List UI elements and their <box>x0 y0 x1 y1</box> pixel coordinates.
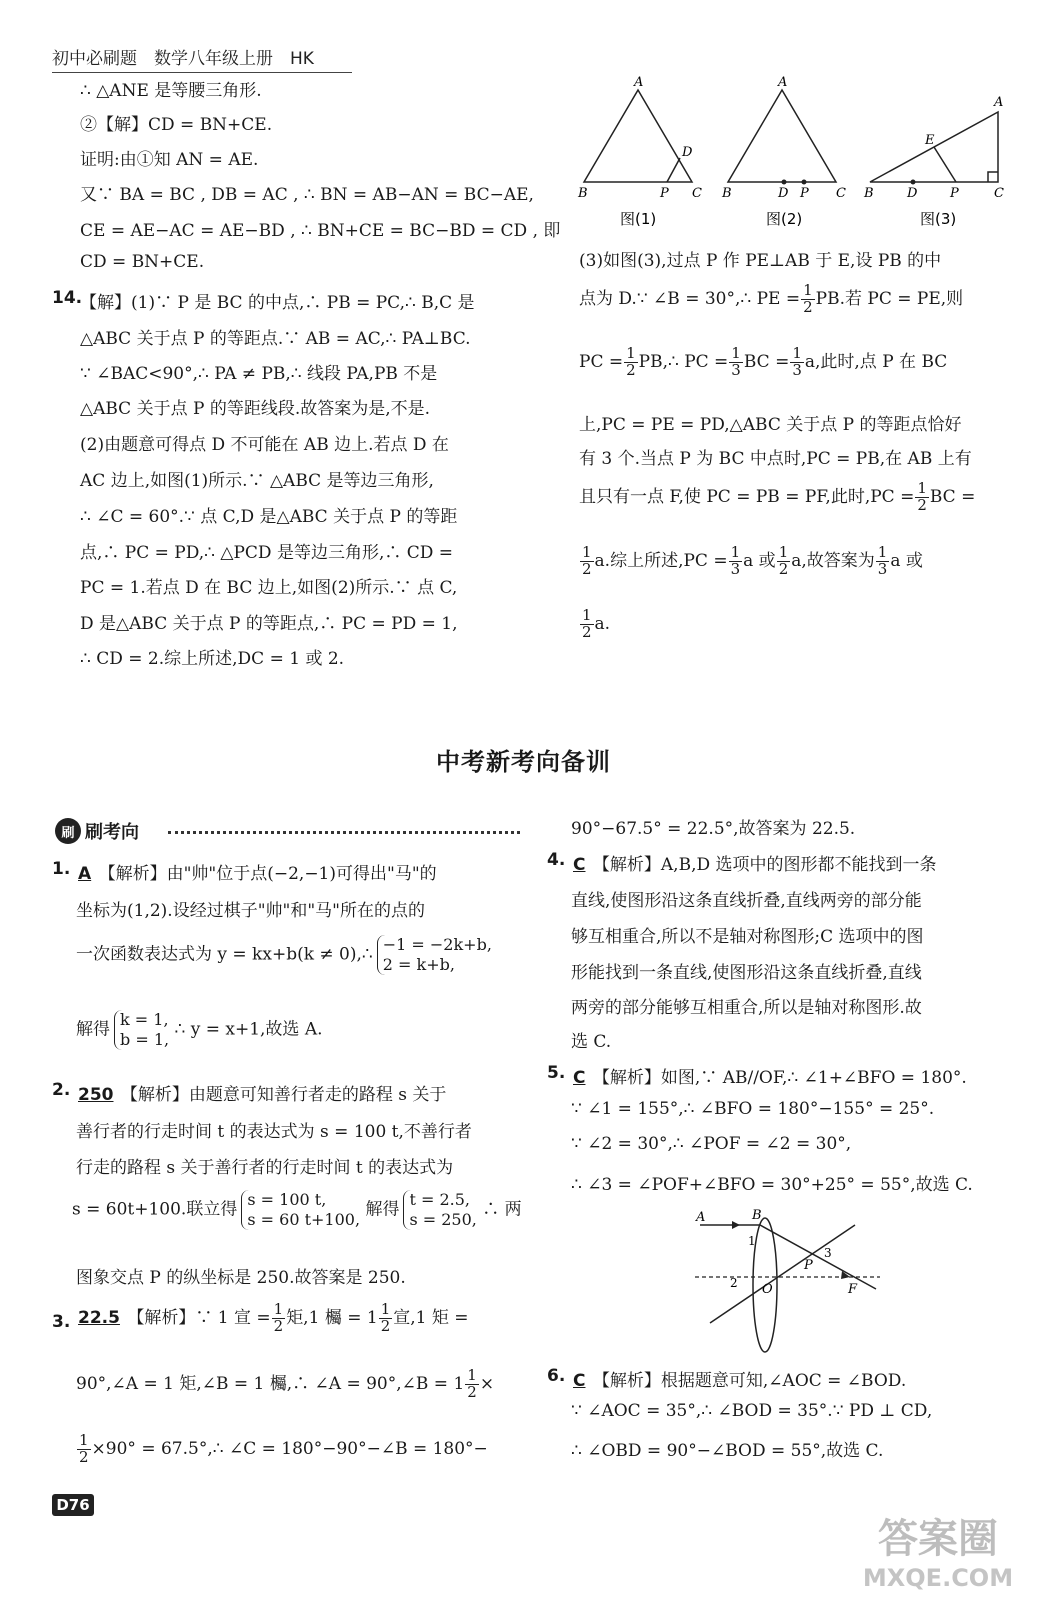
text-line: ∵ ∠BAC<90°,∴ PA ≠ PB,∴ 线段 PA,PB 不是 <box>80 364 438 384</box>
text-line <box>76 1080 446 1105</box>
text-line <box>76 1433 488 1466</box>
equation-system <box>403 1190 476 1230</box>
numerator: 1 <box>731 344 741 362</box>
text-line: ∴ CD = 2.综上所述,DC = 1 或 2. <box>80 649 345 669</box>
text-span: 【解析】如图,∵ AB//OF,∴ ∠1+∠BFO = 180°. <box>592 1068 967 1088</box>
denominator: 2 <box>778 559 789 578</box>
text-span: 且只有一点 F,使 PC = PB = PF,此时,PC = <box>579 486 915 507</box>
denominator: 3 <box>792 360 802 379</box>
text-line: (2)由题意可得点 D 不可能在 AB 边上.若点 D 在 <box>80 435 449 455</box>
fraction-one-half <box>77 1433 91 1466</box>
text-line: 【解】(1)∵ P 是 BC 的中点,∴ PB = PC,∴ B,C 是 <box>80 293 475 313</box>
triangle-figures <box>570 70 1010 240</box>
numerator: 1 <box>467 1366 477 1384</box>
denominator: 2 <box>273 1316 284 1335</box>
fraction-one-half <box>580 608 594 641</box>
fraction-one-third <box>729 545 743 578</box>
figure-2 <box>728 90 836 182</box>
equation: s = 60 t+100, <box>247 1210 361 1229</box>
denominator: 2 <box>467 1382 477 1401</box>
fig1-label-d: D <box>682 145 693 160</box>
fig3-right-angle <box>988 172 998 182</box>
equation: s = 250, <box>409 1210 477 1229</box>
arrow-icon <box>732 1221 740 1229</box>
lens-figure <box>690 1205 890 1355</box>
text-span: 一次函数表达式为 y = kx+b(k ≠ 0),∴ <box>76 944 373 965</box>
fig3-label-b: B <box>864 186 874 201</box>
equation-system <box>241 1190 360 1230</box>
fig1-segment-pd <box>667 158 680 182</box>
answer: C <box>573 1371 586 1391</box>
fig2-triangle <box>728 90 836 182</box>
answer: 250 <box>78 1085 114 1105</box>
text-span: ∴ 两 <box>482 1199 522 1220</box>
text-span: 宣,1 矩 = <box>393 1307 469 1328</box>
text-line: 上,PC = PE = PD,△ABC 关于点 P 的等距点恰好 <box>579 415 962 435</box>
text-line: 行走的路程 s 关于善行者的行走时间 t 的表达式为 <box>76 1158 454 1178</box>
fig2-caption: 图(2) <box>766 210 803 228</box>
fig2-point-p <box>802 180 807 185</box>
text-line: 够互相重合,所以不是轴对称图形;C 选项中的图 <box>571 927 924 947</box>
equation-system <box>377 935 492 975</box>
fig3-label-a: A <box>994 95 1004 110</box>
denominator: 2 <box>380 1316 391 1335</box>
fig3-caption: 图(3) <box>920 210 957 228</box>
text-line <box>571 1366 906 1391</box>
text-span: ×90° = 67.5°,∴ ∠C = 180°−90°−∠B = 180°− <box>91 1438 488 1459</box>
brush-icon: 刷 <box>55 818 81 844</box>
text-span: 【解析】根据题意可知,∠AOC = ∠BOD. <box>592 1371 907 1391</box>
text-span: ∴ y = x+1,故选 A. <box>174 1019 323 1040</box>
numerator: 1 <box>803 281 813 299</box>
text-line: CE = AE−AC = AE−BD , ∴ BN+CE = BC−BD = CD , 即 <box>80 221 561 241</box>
text-line: ∴ △ANE 是等腰三角形. <box>80 81 262 101</box>
watermark-text: 答案圈 <box>878 1516 998 1562</box>
denominator: 3 <box>730 559 741 578</box>
answer: C <box>573 1068 586 1088</box>
section-title: 中考新考向备训 <box>436 748 611 776</box>
lens-label-p: P <box>804 1258 813 1273</box>
question-number: 14. <box>52 288 83 308</box>
equation: −1 = −2k+b, <box>382 935 492 954</box>
text-line <box>571 850 937 875</box>
fig3-label-p: P <box>950 186 959 201</box>
fig2-label-c: C <box>836 186 846 201</box>
numerator: 1 <box>380 1300 391 1318</box>
text-span: × <box>479 1373 495 1394</box>
fraction-one-half <box>915 481 929 514</box>
fig3-label-c: C <box>994 186 1004 201</box>
text-line: 选 C. <box>571 1032 612 1052</box>
question-number: 5. <box>547 1063 566 1083</box>
text-line: ∴ ∠OBD = 90°−∠BOD = 55°,故选 C. <box>571 1441 884 1461</box>
text-line <box>76 859 437 884</box>
fraction-one-half <box>465 1368 479 1401</box>
text-span: PB.若 PC = PE,则 <box>815 288 964 309</box>
text-line <box>76 1368 494 1401</box>
text-span: 【解析】由"帅"位于点(−2,−1)可得出"马"的 <box>98 864 437 884</box>
fig1-label-a: A <box>634 75 644 90</box>
text-line: 90°−67.5° = 22.5°,故答案为 22.5. <box>571 819 856 839</box>
question-number: 6. <box>547 1366 566 1386</box>
text-line: △ABC 关于点 P 的等距线段.故答案为是,不是. <box>80 399 431 419</box>
numerator: 1 <box>273 1300 284 1318</box>
text-line: D 是△ABC 关于点 P 的等距点,∴ PC = PD = 1, <box>80 614 458 634</box>
fig2-point-d <box>782 180 787 185</box>
dotted-divider <box>168 831 520 834</box>
fig2-label-d: D <box>778 186 789 201</box>
text-line: 两旁的部分能够互相重合,所以是轴对称图形.故 <box>571 998 922 1018</box>
equation-system <box>114 1010 169 1050</box>
text-span: a.综上所述,PC = <box>594 550 728 571</box>
lens-label-2: 2 <box>730 1276 738 1290</box>
answer: 22.5 <box>78 1307 120 1328</box>
lens-label-a: A <box>696 1210 706 1225</box>
numerator: 1 <box>917 479 927 497</box>
text-line: AC 边上,如图(1)所示.∵ △ABC 是等边三角形, <box>80 471 434 491</box>
watermark-url: MXQE.COM <box>862 1564 1014 1592</box>
lens-label-o: O <box>762 1282 773 1297</box>
fraction-one-half <box>580 545 594 578</box>
text-line <box>579 283 963 316</box>
text-span: a,故答案为 <box>791 550 875 571</box>
equation: t = 2.5, <box>409 1190 470 1209</box>
figure-1 <box>584 90 692 182</box>
denominator: 2 <box>917 495 927 514</box>
text-line <box>571 1063 967 1088</box>
running-header: 初中必刷题 数学八年级上册 HK <box>52 44 352 73</box>
text-line: 又∵ BA = BC , DB = AC , ∴ BN = AB−AN = BC−AE, <box>80 185 534 205</box>
text-span: 解得 <box>76 1019 110 1040</box>
denominator: 2 <box>582 559 592 578</box>
text-span: 点为 D.∵ ∠B = 30°,∴ PE = <box>579 288 801 309</box>
text-span: 矩,1 欘 = 1 <box>286 1307 378 1328</box>
denominator: 2 <box>79 1447 89 1466</box>
numerator: 1 <box>730 543 741 561</box>
text-span: 【解析】由题意可知善行者走的路程 s 关于 <box>120 1085 447 1105</box>
fig1-caption: 图(1) <box>620 210 657 228</box>
lens-label-1: 1 <box>748 1234 756 1248</box>
text-span: PB,∴ PC = <box>638 351 729 372</box>
text-line: 图象交点 P 的纵坐标是 250.故答案是 250. <box>76 1268 406 1288</box>
answer: A <box>78 864 92 884</box>
text-line: 坐标为(1,2).设经过棋子"帅"和"马"所在的点的 <box>76 901 425 921</box>
numerator: 1 <box>582 543 592 561</box>
text-line: ②【解】CD = BN+CE. <box>80 115 273 135</box>
page-number: D76 <box>52 1494 94 1516</box>
watermark-logo <box>838 1508 1038 1594</box>
fig1-label-c: C <box>692 186 702 201</box>
text-span: s = 60t+100.联立得 <box>72 1199 238 1220</box>
denominator: 2 <box>803 297 813 316</box>
text-span: 【解析】A,B,D 选项中的图形都不能找到一条 <box>592 855 937 875</box>
text-span: a. <box>594 613 611 634</box>
fig2-label-a: A <box>778 75 788 90</box>
text-line: CD = BN+CE. <box>80 252 205 272</box>
text-span: a 或 <box>743 550 776 571</box>
text-span: 解得 <box>365 1199 400 1220</box>
numerator: 1 <box>778 543 789 561</box>
text-span: a,此时,点 P 在 BC <box>804 351 948 372</box>
text-line: ∴ ∠3 = ∠POF+∠BFO = 30°+25° = 55°,故选 C. <box>571 1175 973 1195</box>
text-span: BC = <box>929 486 976 507</box>
lens-label-3: 3 <box>824 1246 832 1260</box>
numerator: 1 <box>877 543 888 561</box>
numerator: 1 <box>582 606 592 624</box>
fraction-one-half <box>624 346 638 379</box>
lens-label-f: F <box>848 1282 858 1297</box>
question-number: 4. <box>547 850 566 870</box>
denominator: 2 <box>626 360 636 379</box>
text-line: ∴ ∠C = 60°.∵ 点 C,D 是△ABC 关于点 P 的等距 <box>80 507 458 527</box>
equation: 2 = k+b, <box>382 955 455 974</box>
denominator: 3 <box>877 559 888 578</box>
text-line: 直线,使图形沿这条直线折叠,直线两旁的部分能 <box>571 891 922 911</box>
section-tag <box>55 818 139 844</box>
text-line: 有 3 个.当点 P 为 BC 中点时,PC = PB,在 AB 上有 <box>579 449 972 469</box>
numerator: 1 <box>626 344 636 362</box>
fraction-one-half <box>777 545 791 578</box>
tag-label: 刷考向 <box>85 822 139 843</box>
text-line: 证明:由①知 AN = AE. <box>80 150 259 170</box>
numerator: 1 <box>792 344 802 362</box>
text-line <box>76 1010 323 1050</box>
question-number: 1. <box>52 859 71 879</box>
text-line <box>76 1302 469 1335</box>
text-span: a 或 <box>890 550 923 571</box>
text-span: 90°,∠A = 1 矩,∠B = 1 欘,∴ ∠A = 90°,∠B = 1 <box>76 1373 465 1394</box>
fraction-one-third <box>876 545 890 578</box>
fraction-one-half <box>801 283 815 316</box>
numerator: 1 <box>79 1431 89 1449</box>
fig1-label-p: P <box>660 186 669 201</box>
fig1-triangle <box>584 90 692 182</box>
text-line: 点,∴ PC = PD,∴ △PCD 是等边三角形,∴ CD = <box>80 543 454 563</box>
denominator: 3 <box>731 360 741 379</box>
text-line: △ABC 关于点 P 的等距点.∵ AB = AC,∴ PA⊥BC. <box>80 329 471 349</box>
lens-label-b: B <box>752 1208 762 1223</box>
fig3-point-d <box>911 180 916 185</box>
text-line: ∵ ∠2 = 30°,∴ ∠POF = ∠2 = 30°, <box>571 1134 852 1154</box>
text-span: PC = <box>579 351 624 372</box>
text-span: 【解析】∵ 1 宣 = <box>127 1307 271 1328</box>
answer: C <box>573 855 586 875</box>
fig2-label-b: B <box>722 186 732 201</box>
text-line <box>579 608 610 641</box>
fraction-one-third <box>790 346 804 379</box>
equation: s = 100 t, <box>247 1190 327 1209</box>
fig1-label-b: B <box>578 186 588 201</box>
fig3-segment-pe <box>934 147 956 182</box>
text-line <box>76 935 492 975</box>
denominator: 2 <box>582 622 592 641</box>
text-line <box>579 545 923 578</box>
text-line: 形能找到一条直线,使图形沿这条直线折叠,直线 <box>571 963 922 983</box>
text-line: 善行者的行走时间 t 的表达式为 s = 100 t,不善行者 <box>76 1122 472 1142</box>
equation: b = 1, <box>120 1030 170 1049</box>
fraction-one-half <box>379 1302 393 1335</box>
text-line <box>72 1190 522 1230</box>
question-number: 3. <box>52 1312 71 1332</box>
text-line: ∵ ∠1 = 155°,∴ ∠BFO = 180°−155° = 25°. <box>571 1099 935 1119</box>
text-line: (3)如图(3),过点 P 作 PE⊥AB 于 E,设 PB 的中 <box>579 251 942 271</box>
text-span: BC = <box>743 351 790 372</box>
fig2-label-p: P <box>800 186 809 201</box>
fig3-label-d: D <box>907 186 918 201</box>
equation: k = 1, <box>120 1010 169 1029</box>
text-line: PC = 1.若点 D 在 BC 边上,如图(2)所示.∵ 点 C, <box>80 578 458 598</box>
text-line <box>579 481 975 514</box>
fraction-one-third <box>729 346 743 379</box>
fig3-label-e: E <box>925 133 935 148</box>
question-number: 2. <box>52 1080 71 1100</box>
fraction-one-half <box>272 1302 286 1335</box>
text-line: ∵ ∠AOC = 35°,∴ ∠BOD = 35°.∵ PD ⊥ CD, <box>571 1401 933 1421</box>
ray-po <box>710 1225 855 1323</box>
text-line <box>579 346 947 379</box>
